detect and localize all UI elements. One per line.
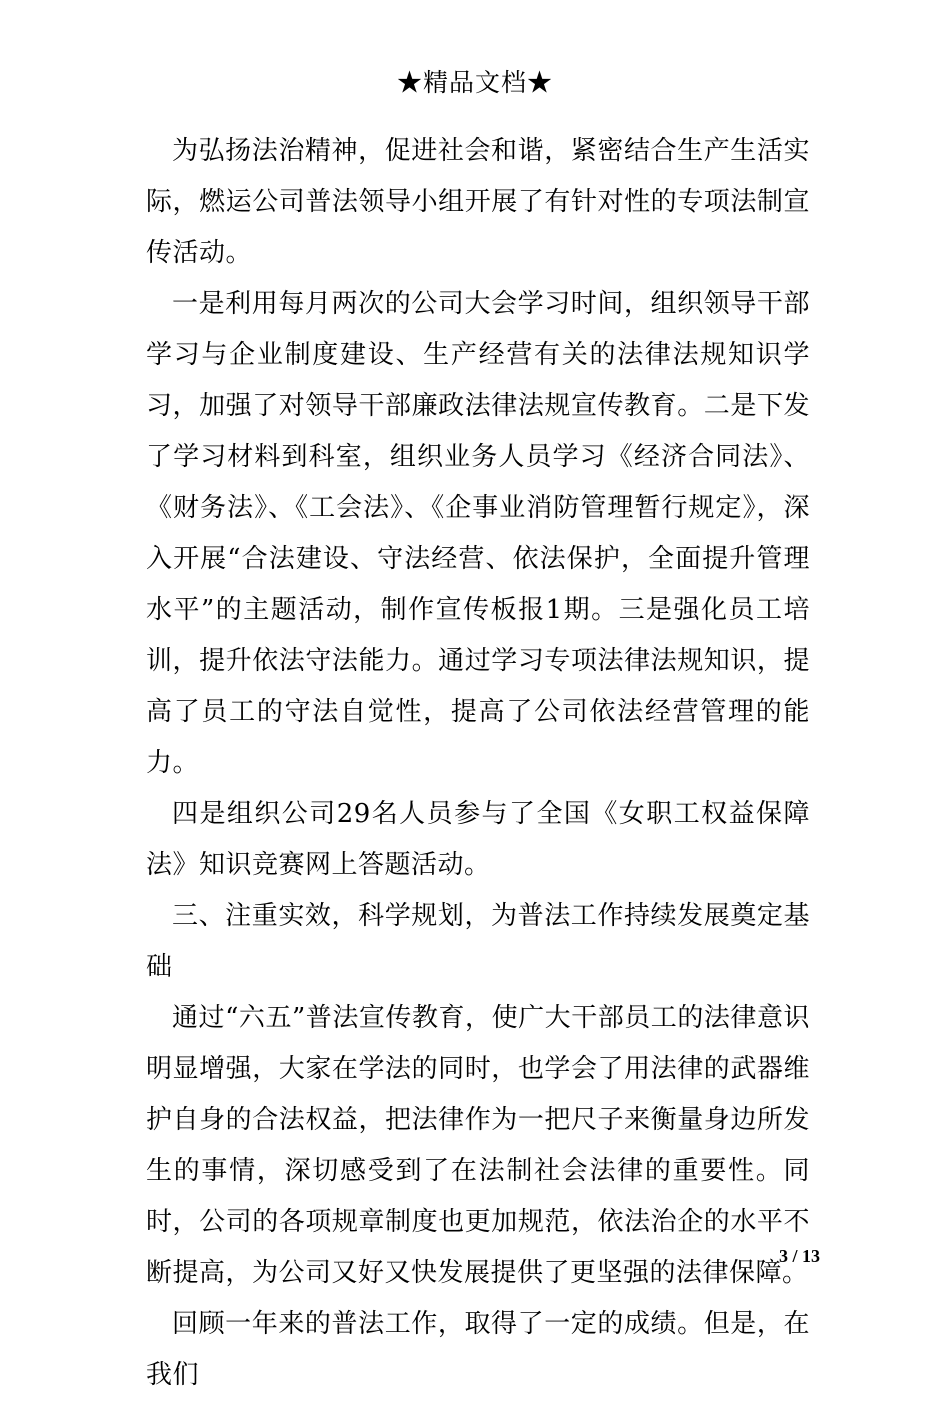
page-number: 3 / 13 (778, 1246, 820, 1266)
paragraph-review: 回顾一年来的普法工作，取得了一定的成绩。但是，在我们 (146, 1309, 810, 1390)
paragraph-intro: 为弘扬法治精神，促进社会和谐，紧密结合生产生活实际，燃运公司普法领导小组开展了有针对性的专项法制宣传活动。 (146, 136, 810, 268)
page-header-title: ★精品文档★ (396, 68, 553, 97)
paragraph-results: 通过“六五”普法宣传教育，使广大干部员工的法律意识明显增强，大家在学法的同时，也学会了用法律的武器维护自身的合法权益，把法律作为一把尺子来衡量身边所发生的事情，深切感受到了在法制社会法律的重要性。同时，公司的各项规章制度也更加规范，依法治企的水平不断提高，为公司又好又快发展提供了更坚强的法律保障。 (146, 1003, 810, 1288)
document-body (146, 126, 810, 1401)
paragraph-measures: 一是利用每月两次的公司大会学习时间，组织领导干部学习与企业制度建设、生产经营有关的法律法规知识学习，加强了对领导干部廉政法律法规宣传教育。二是下发了学习材料到科室，组织业务人员学习《经济合同法》、《财务法》、《工会法》、《企事业消防管理暂行规定》，深入开展“合法建设、守法经营、依法保护，全面提升管理水平”的主题活动，制作宣传板报1期。三是强化员工培训，提升依法守法能力。通过学习专项法律法规知识，提高了员工的守法自觉性，提高了公司依法经营管理的能力。 (146, 289, 810, 778)
section-heading: 三、注重实效，科学规划，为普法工作持续发展奠定基础 (146, 901, 810, 982)
paragraph-competition: 四是组织公司29名人员参与了全国《女职工权益保障法》知识竞赛网上答题活动。 (146, 799, 810, 880)
